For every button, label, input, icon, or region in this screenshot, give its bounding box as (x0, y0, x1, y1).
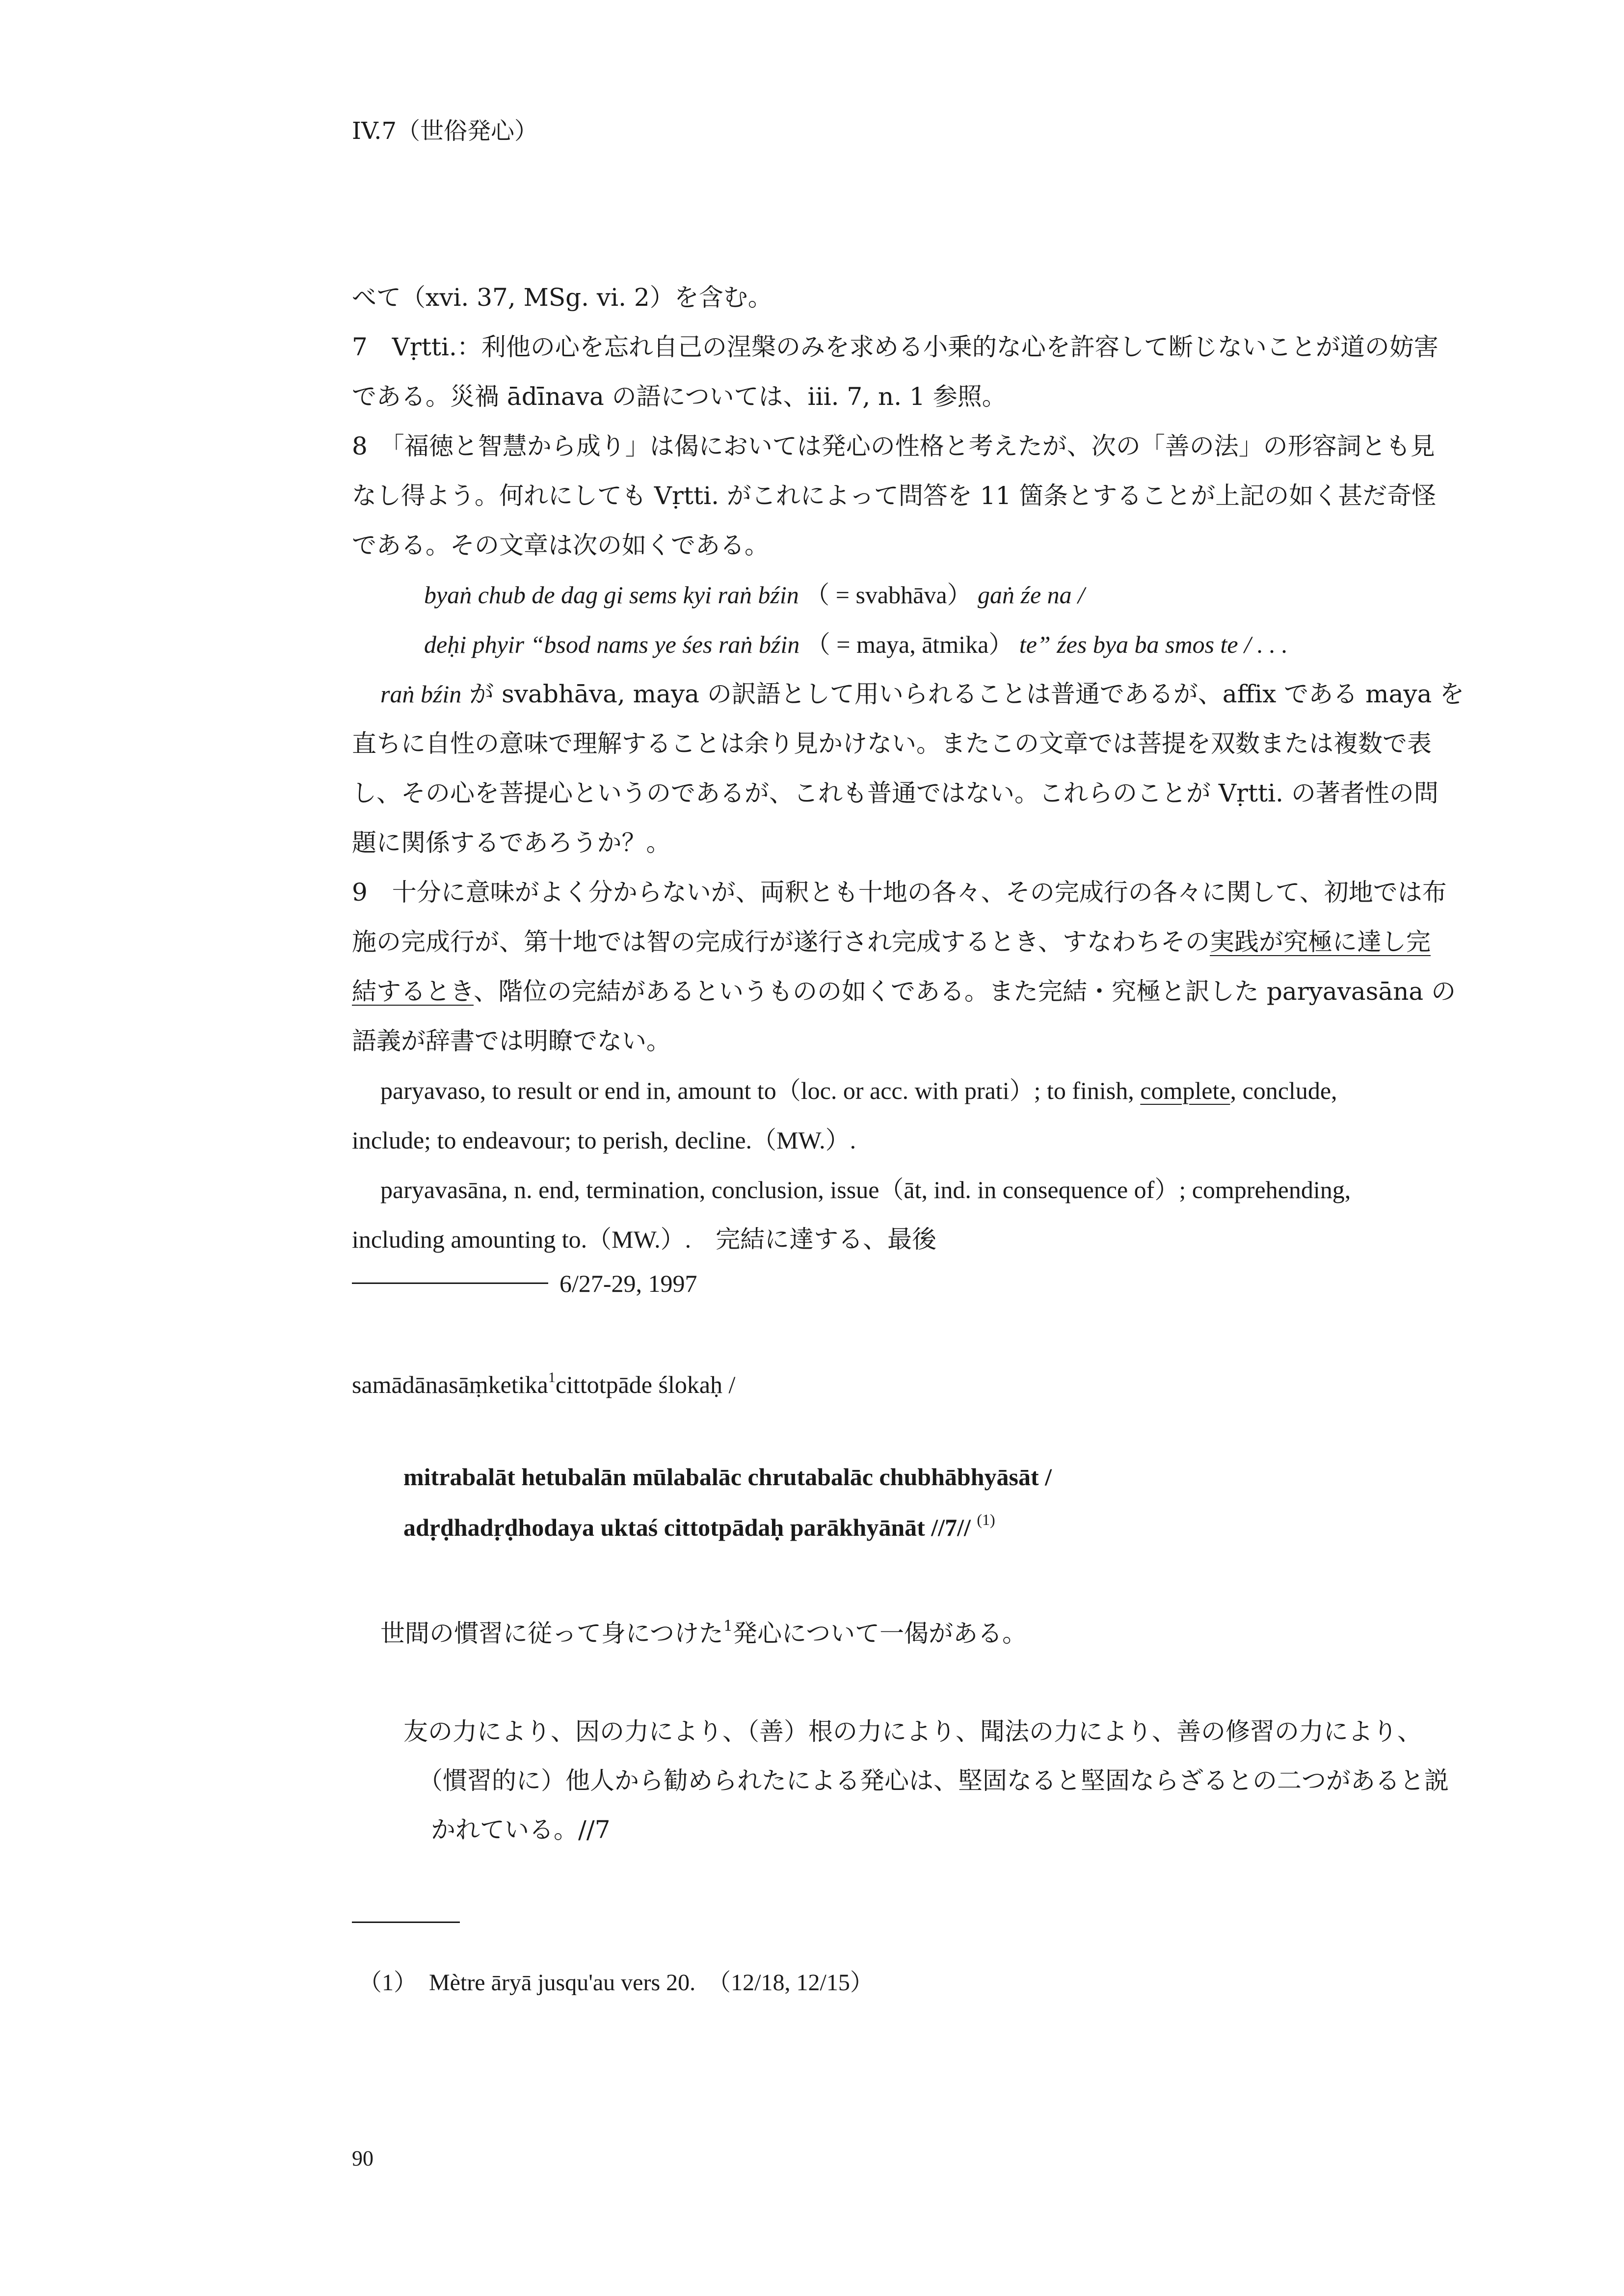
notes-block (352, 273, 1520, 570)
footnote-separator (352, 1922, 460, 1923)
tibetan-quote-line-2 (424, 620, 1288, 669)
running-header: IV.7（世俗発心） (352, 117, 538, 145)
gloss: （ = svabhāva） (805, 581, 972, 609)
tibetan-text: te” źes bya ba smos te / . . . (1019, 631, 1288, 658)
section-heading: samādānasāṃketika$^1$cittotpāde ślokaḥ / (352, 1369, 736, 1398)
tibetan-term: raṅ bźin (380, 680, 462, 708)
note-7-line-2: である。災禍 ādīnava の語については、iii. 7, n. 1 参照。 (352, 382, 1007, 411)
note-9-line-1: 9 十分に意味がよく分からないが、両釈とも十地の各々、その完成行の各々に関して、初地では布 (352, 878, 1447, 907)
note-8-line-3: である。その文章は次の如くである。 (352, 531, 769, 560)
translation-intro: 世間の慣習に従って身につけた$^1$発心について一偈がある。 (380, 1618, 1027, 1648)
note-8b-line-2: 直ちに自性の意味で理解することは余り見かけない。またこの文章では菩提を双数または複数で表 (352, 729, 1432, 758)
note-continuation: べて（xvi. 37, MSg. vi. 2）を含む。 (352, 283, 772, 312)
note-9-line-4: 語義が辞書では明瞭でない。 (352, 1027, 671, 1055)
tibetan-text: deḥi phyir “bsod nams ye śes raṅ bźin (424, 631, 800, 658)
underlined-word: complete (1140, 1077, 1230, 1104)
footnote-1: （1） Mètre āryā jusqu'au vers 20. （12/18, 12/15） (358, 1970, 874, 1996)
verse-line-1: mitrabalāt hetubalān mūlabalāc chrutabalāc chubhābhyāsāt / (403, 1463, 1052, 1491)
dictionary-entry-2-line-1: paryavasāna, n. end, termination, conclusion, issue（āt, ind. in consequence of）; comprehending, (380, 1176, 1351, 1203)
tibetan-text: gaṅ źe na / (978, 581, 1085, 609)
note-date: 6/27-29, 1997 (559, 1270, 697, 1297)
note-7-line-1: 7 Vṛtti.：利他の心を忘れ自己の涅槃のみを求める小乗的な心を許容して断じないことが道の妨害 (352, 333, 1438, 361)
dictionary-entry-1-line-2: include; to endeavour; to perish, decline.（MW.）. (352, 1126, 856, 1154)
translation-line-1: 友の力により、因の力により、（善）根の力により、聞法の力により、善の修習の力により、 (403, 1717, 1422, 1746)
underlined-phrase: 結するとき (352, 977, 474, 1006)
note-8-line-2: なし得よう。何れにしても Vṛtti. がこれによって問答を 11 箇条とすることが上記の如く甚だ奇怪 (352, 481, 1437, 510)
underlined-phrase: 実践が究極に達し完 (1210, 928, 1431, 956)
note-8b-line-3: し、その心を菩提心というのであるが、これも普通ではない。これらのことが Vṛtti. の著者性の問 (352, 779, 1438, 807)
tibetan-text: byaṅ chub de dag gi sems kyi raṅ bźin (424, 581, 799, 609)
page-number: 90 (352, 2146, 373, 2170)
dictionary-entry-1-line-1: paryavaso, to result or end in, amount to（loc. or acc. with prati）; to finish, complete, conclude, (380, 1077, 1337, 1104)
gloss: （ = maya, ātmika） (805, 631, 1013, 658)
footnote-ref: (1) (977, 1511, 995, 1528)
note-8b-line-4: 題に関係するであろうか？。 (352, 828, 671, 857)
note-9-line-3: 結するとき、階位の完結があるというものの如くである。また完結・究極と訳した paryavasāna の (352, 977, 1456, 1006)
translation-line-2: （慣習的に）他人から勧められたによる発心は、堅固なると堅固ならざるとの二つがあると説 (418, 1766, 1449, 1795)
footnote-ref: 1 (723, 1618, 733, 1635)
note-9-line-2: 施の完成行が、第十地では智の完成行が遂行され完成するとき、すなわちその実践が究極に達し完 (352, 928, 1431, 956)
date-rule (352, 1282, 548, 1284)
verse-translation (403, 1707, 1449, 1854)
tibetan-quote-line-1 (424, 570, 1085, 620)
translation-line-3: かれている。//7 (431, 1815, 611, 1844)
verse-line-2: adṛḍhadṛḍhodaya uktaś cittotpādaḥ parākhyānāt //7// $^{(1)}$ (403, 1511, 995, 1541)
note-8b-line-1: raṅ bźin が svabhāva, maya の訳語として用いられることは普通であるが、affix である maya を (380, 680, 1464, 708)
dictionary-entry-2-line-2: including amounting to.（MW.）. 完結に達する、最後 (352, 1226, 937, 1253)
note-8-discussion (352, 669, 1520, 1264)
footnote-ref: 1 (548, 1369, 556, 1386)
note-8-line-1: 8 「福徳と智慧から成り」は偈においては発心の性格と考えたが、次の「善の法」の形容詞とも見 (352, 432, 1435, 460)
